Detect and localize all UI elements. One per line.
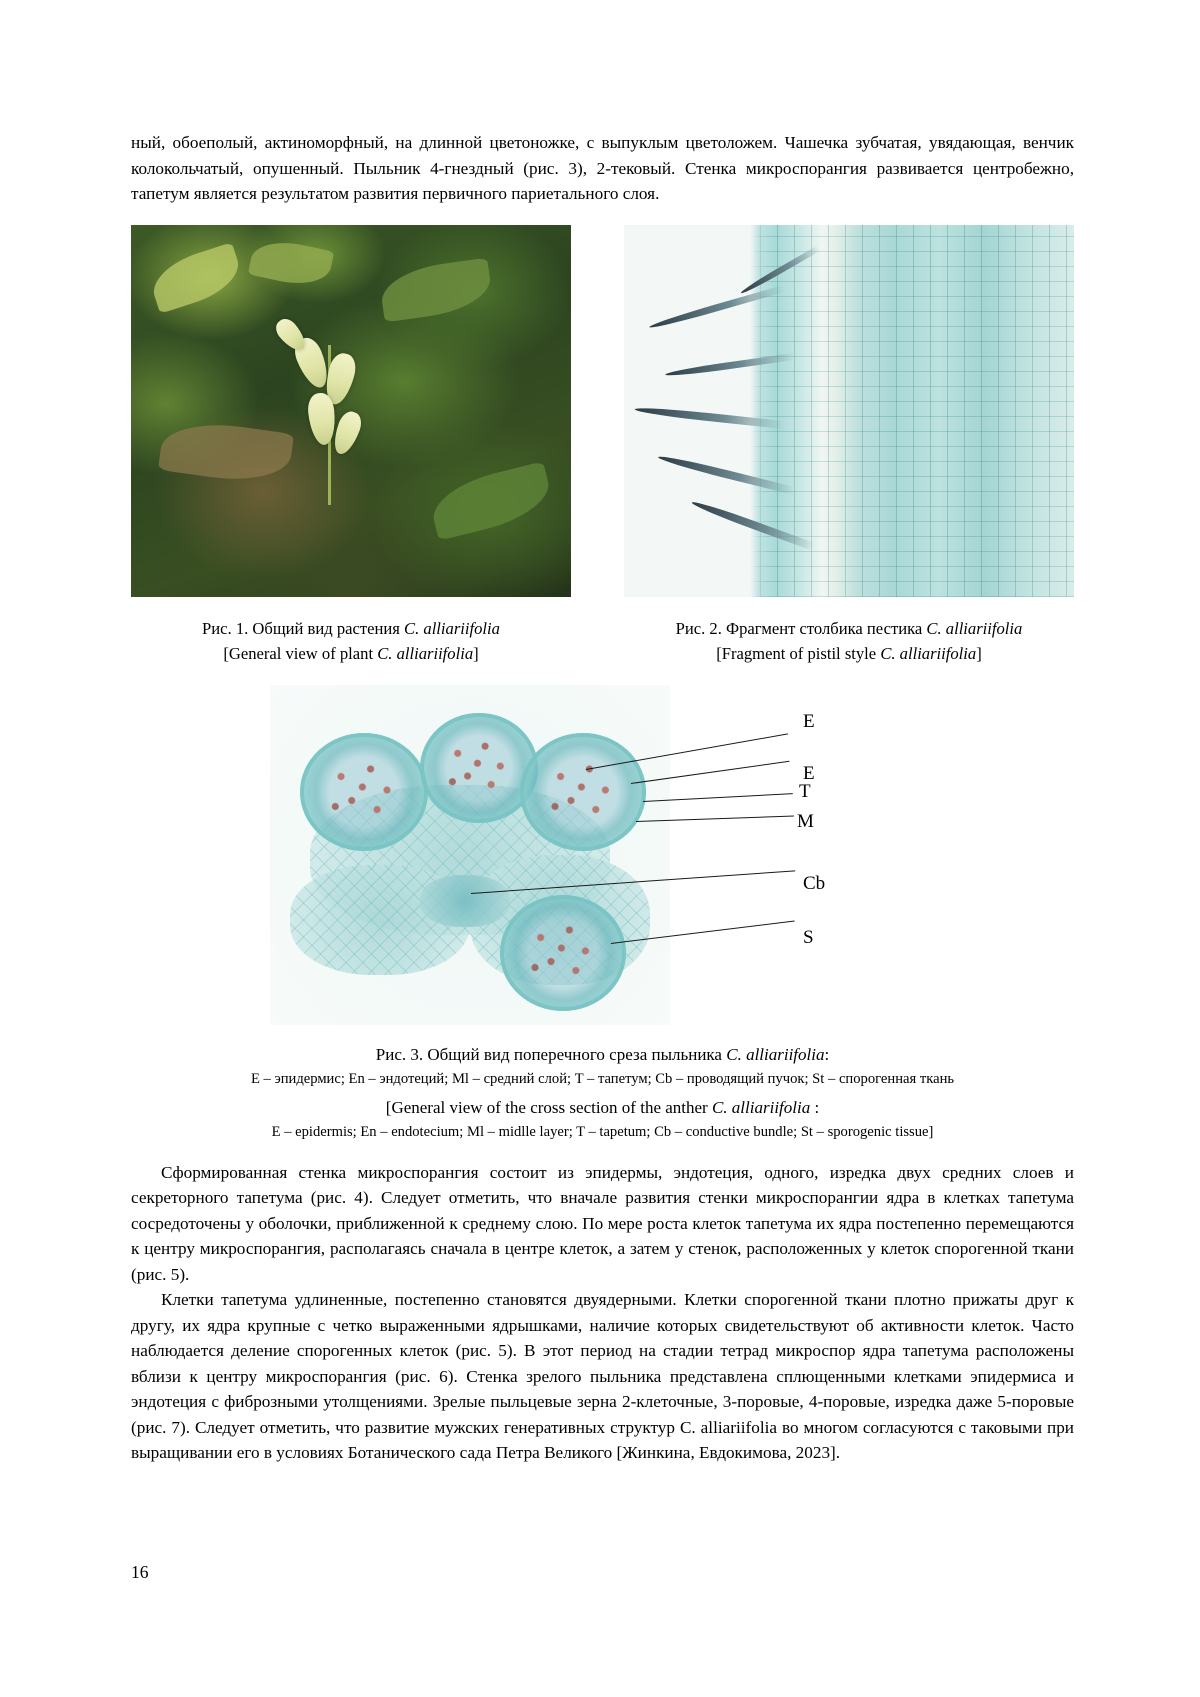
microsporangium-lobe: [500, 895, 626, 1011]
figure-3-caption-en-start: [General view of the cross section of the anther: [385, 1097, 712, 1117]
paragraph-2: Сформированная стенка микроспорангия состоит из эпидермы, эндотеция, одного, изредка двух средних слоев и секреторного тапетума (рис. 4). Следует отметить, что вначале развития стенки микроспорангии ядра в клетках тапетума сосредоточены у оболочки, приближенной к среднему слою. По мере роста клеток тапетума их ядра постепенно перемещаются к центру микроспорангия, располагаясь сначала в центре клеток, а затем у стенок, расположенных у клеток спорогенной ткани (рис. 5).: [131, 1162, 1074, 1284]
figure-3-caption-en: [131, 1095, 1074, 1120]
paragraph-3: Клетки тапетума удлиненные, постепенно становятся двуядерными. Клетки спорогенной ткани плотно прижаты друг к другу, их ядра крупные с четко выраженными ядрышками, наличие которых свидетельствуют об активности клеток. Часто наблюдается деление спорогенных клеток (рис. 5). В этот период на стадии тетрад микроспор ядра тапетума расположены вблизи к центру микроспорангия (рис. 6). Стенка зрелого пыльника представлена сплющенными клетками эпидермиса и эндотеция с фиброзными утолщениями. Зрелые пыльцевые зерна 2-клеточные, 3-поровые, 4-поровые, изредка даже 5-поровые (рис. 7). Следует отметить, что развитие мужских генеративных структур C. alliariifolia во многом согласуются с таковыми при выращивании его в условиях Ботанического сада Петра Великого [Жинкина, Евдокимова, 2023].: [131, 1290, 1074, 1462]
figure-3-caption-ru: [131, 1042, 1074, 1067]
vascular-bundle: [420, 875, 510, 927]
figure-3-caption-ru-species: C. alliariifolia: [726, 1044, 825, 1064]
top-paragraph: ный, обоеполый, актиноморфный, на длинной цветоножке, с выпуклым цветоложем. Чашечка зубчатая, увядающая, венчик колокольчатый, опушенный. Пыльник 4-гнездный (рис. 3), 2-тековый. Стенка микроспорангия развивается центробежно, тапетум является результатом развития первичного париетального слоя.: [131, 133, 1074, 203]
figure-3-label-e: E: [803, 710, 815, 732]
figure-1-caption-ru-text: Рис. 1. Общий вид растения: [202, 618, 405, 638]
figure-3-label-st: S: [803, 926, 814, 948]
figure-1-caption-en-end: ]: [473, 643, 479, 663]
figure-2-caption: [624, 607, 1074, 665]
figure-3: [131, 685, 1074, 1030]
microsporangium-lobe: [520, 733, 646, 851]
figure-3-caption-ru-end: :: [824, 1044, 830, 1064]
figure-1-caption-en-start: [General view of plant: [223, 643, 378, 663]
figure-3-label-en: E: [803, 762, 815, 784]
sporogenous-grains: [523, 915, 604, 989]
figure-1: [131, 225, 571, 597]
figure-1-2-captions: [131, 607, 1074, 665]
figure-3-image: [270, 685, 670, 1025]
microsporangium-lobe: [300, 733, 428, 851]
figure-1-image: [131, 225, 571, 597]
figure-2-caption-ru-species: C. alliariifolia: [926, 618, 1023, 638]
figure-2-caption-ru-text: Рис. 2. Фрагмент столбика пестика: [675, 618, 927, 638]
figure-2-caption-en-start: [Fragment of pistil style: [716, 643, 881, 663]
microsporangium-lobe: [420, 713, 538, 823]
figure-3-legend-ru: E – эпидермис; En – эндотеций; Ml – средний слой; T – тапетум; Cb – проводящий пучок; St – спорогенная ткань: [250, 1070, 955, 1087]
figure-1-caption-ru-species: C. alliariifolia: [404, 618, 500, 638]
figure-1-caption-en-species: C. alliariifolia: [377, 643, 474, 663]
figure-2-caption-en-species: C. alliariifolia: [880, 643, 977, 663]
figure-3-caption-en-species: C. alliariifolia: [711, 1097, 811, 1117]
figure-3-label-t: T: [799, 780, 811, 802]
figure-2-image: [624, 225, 1074, 597]
figure-2: [624, 225, 1074, 597]
figure-row-1-2: [131, 225, 1074, 597]
figure-3-label-cb: Cb: [803, 872, 826, 894]
figure-3-caption-ru-start: Рис. 3. Общий вид поперечного среза пыльника: [375, 1044, 727, 1064]
figure-3-label-ml: M: [797, 810, 814, 832]
sporogenous-grains: [441, 732, 517, 802]
page-content: [131, 130, 1074, 1466]
figure-3-legend-en: E – epidermis; En – endotecium; Ml – midlle layer; T – tapetum; Cb – conductive bundle; St – sporogenic tissue]: [271, 1123, 934, 1140]
figure-2-caption-en-end: ]: [976, 643, 982, 663]
figure-1-caption: [131, 607, 571, 665]
body-text-block: [131, 1160, 1074, 1466]
figure-3-caption-en-end: :: [810, 1097, 820, 1117]
sporogenous-grains: [323, 754, 405, 830]
page-number: 16: [131, 1562, 149, 1582]
